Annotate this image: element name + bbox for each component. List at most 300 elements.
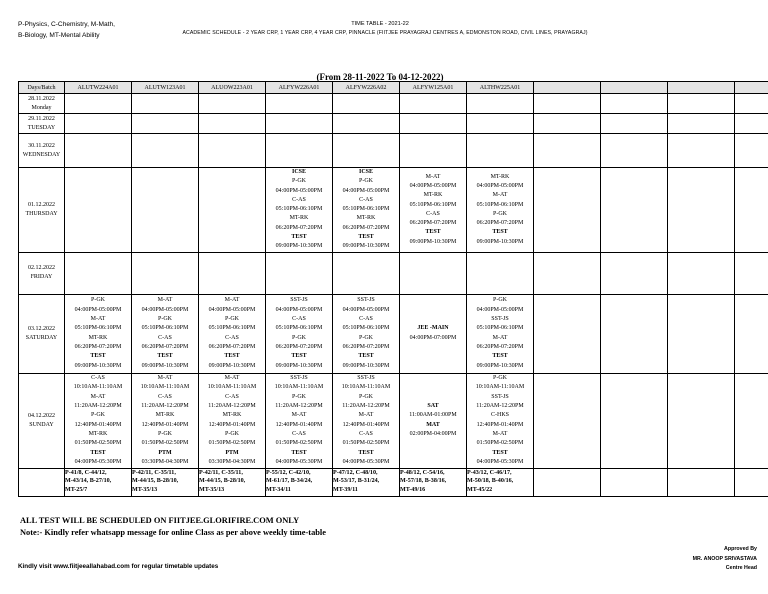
schedule-line: 05:10PM-06:10PM — [141, 325, 189, 332]
schedule-cell — [65, 134, 132, 168]
approver-name: MR. ANOOP SRIVASTAVA — [692, 555, 757, 562]
schedule-line: C-AS — [359, 196, 373, 203]
schedule-line: 04:00PM-05:00PM — [74, 306, 122, 313]
schedule-line: P-GK — [224, 316, 239, 323]
day-date: 29.11.2022 — [28, 115, 55, 122]
schedule-cell — [601, 252, 668, 294]
schedule-cell — [266, 94, 333, 114]
day-cell — [19, 252, 65, 294]
schedule-line: MT-RK — [423, 192, 443, 199]
schedule-cell — [534, 134, 601, 168]
approver-title: Centre Head — [725, 565, 757, 571]
schedule-cell — [65, 252, 132, 294]
schedule-line: 01:50PM-02:50PM — [141, 440, 189, 447]
legend-line: P-Physics, C-Chemistry, M-Math, — [18, 21, 115, 28]
schedule-line: 11:00AM-01:00PM — [409, 412, 457, 419]
schedule-cell — [467, 94, 534, 114]
schedule-line: SST-JS — [357, 375, 375, 382]
schedule-line: SAT — [427, 403, 439, 410]
schedule-line: M-AT — [157, 297, 173, 304]
summary-cell — [668, 468, 735, 496]
schedule-line: PTM — [225, 449, 239, 456]
summary-cell — [400, 468, 467, 496]
schedule-line: 05:10PM-06:10PM — [476, 201, 524, 208]
schedule-line: 05:10PM-06:10PM — [409, 201, 457, 208]
schedule-line: C-AS — [292, 316, 306, 323]
schedule-line: MT-RK — [88, 430, 108, 437]
schedule-line: TEST — [224, 353, 240, 360]
schedule-line: 06:20PM-07:20PM — [74, 343, 122, 350]
day-name: SUNDAY — [29, 421, 54, 428]
page-subtitle: ACADEMIC SCHEDULE - 2 YEAR CRP, 1 YEAR CRP, 4 YEAR CRP, PINNACLE (FIITJEE PRAYAGRAJ CENTRES A, EDMONSTON ROAD, CIVIL LINES, PRAYAGRAJ) — [182, 30, 588, 36]
day-date: 01.12.2022 — [28, 201, 55, 208]
schedule-line: 03:30PM-04:30PM — [208, 458, 256, 465]
schedule-line: P-GK — [492, 375, 507, 382]
schedule-cell — [534, 294, 601, 373]
schedule-cell — [735, 252, 768, 294]
summary-line: P-48/12, C-54/16, — [400, 469, 445, 476]
summary-label-cell — [19, 468, 65, 496]
header-batch: ALUTW123A01 — [132, 82, 199, 94]
schedule-cell — [199, 294, 266, 373]
summary-line: P-42/11, C-35/11, — [132, 469, 176, 476]
schedule-cell — [601, 94, 668, 114]
schedule-line: M-AT — [425, 173, 441, 180]
schedule-line: 09:00PM-10:30PM — [275, 243, 323, 250]
schedule-line: 11:20AM-12:20PM — [208, 403, 256, 410]
summary-line: P-47/12, C-48/10, — [333, 469, 378, 476]
header-batch — [534, 82, 601, 94]
summary-line: P-55/12, C-42/10, — [266, 469, 311, 476]
schedule-cell — [534, 114, 601, 134]
schedule-line: TEST — [291, 353, 307, 360]
summary-row — [19, 468, 768, 496]
day-date: 04.12.2022 — [28, 412, 55, 419]
schedule-line: 10:10AM-11:10AM — [73, 384, 123, 391]
schedule-line: 06:20PM-07:20PM — [476, 343, 524, 350]
schedule-line: 06:20PM-07:20PM — [476, 220, 524, 227]
schedule-cell — [132, 94, 199, 114]
summary-cell — [467, 468, 534, 496]
schedule-cell — [266, 114, 333, 134]
schedule-line: 09:00PM-10:30PM — [476, 362, 524, 369]
schedule-cell — [199, 114, 266, 134]
header-days-batch: Days/Batch — [19, 82, 65, 94]
legend-line: B-Biology, MT-Mental Ability — [18, 32, 100, 39]
schedule-line: 10:10AM-11:10AM — [207, 384, 257, 391]
schedule-line: 06:20PM-07:20PM — [342, 224, 390, 231]
schedule-line: 10:10AM-11:10AM — [274, 384, 324, 391]
schedule-line: 04:00PM-05:00PM — [342, 187, 390, 194]
summary-cell — [65, 468, 132, 496]
schedule-cell — [65, 294, 132, 373]
schedule-cell — [467, 294, 534, 373]
schedule-line: P-GK — [291, 178, 306, 185]
schedule-line: 04:00PM-05:00PM — [208, 306, 256, 313]
schedule-line: 05:10PM-06:10PM — [275, 325, 323, 332]
schedule-cell — [132, 134, 199, 168]
schedule-line: P-GK — [492, 210, 507, 217]
schedule-cell — [400, 114, 467, 134]
schedule-cell — [333, 134, 400, 168]
schedule-line: 04:00PM-05:30PM — [476, 458, 524, 465]
schedule-line: 05:10PM-06:10PM — [342, 206, 390, 213]
schedule-line: JEE -MAIN — [417, 325, 449, 332]
schedule-cell — [65, 94, 132, 114]
schedule-line: 01:50PM-02:50PM — [342, 440, 390, 447]
schedule-cell — [601, 114, 668, 134]
schedule-line: MT-RK — [490, 173, 510, 180]
schedule-line: C-AS — [225, 334, 239, 341]
schedule-line: 11:20AM-12:20PM — [141, 403, 189, 410]
schedule-cell — [601, 134, 668, 168]
schedule-cell — [735, 114, 768, 134]
schedule-line: 09:00PM-10:30PM — [141, 362, 189, 369]
schedule-cell — [467, 373, 534, 468]
schedule-line: ICSE — [358, 169, 373, 175]
summary-line: P-42/11, C-35/11, — [199, 469, 243, 476]
schedule-cell — [199, 252, 266, 294]
schedule-cell — [333, 168, 400, 253]
schedule-line: 04:00PM-05:00PM — [342, 306, 390, 313]
schedule-line: 04:00PM-05:30PM — [342, 458, 390, 465]
schedule-line: 05:10PM-06:10PM — [208, 325, 256, 332]
schedule-cell — [735, 294, 768, 373]
schedule-cell — [467, 252, 534, 294]
schedule-line: P-GK — [358, 334, 373, 341]
schedule-line: MT-RK — [289, 215, 309, 222]
schedule-line: TEST — [358, 234, 374, 241]
schedule-cell — [534, 252, 601, 294]
whatsapp-note: Note:- Kindly refer whatsapp message for online Class as per above weekly time-table — [20, 528, 326, 537]
schedule-line: C-AS — [426, 210, 440, 217]
summary-line: M-44/15, B-28/10, — [132, 478, 179, 485]
summary-cell — [534, 468, 601, 496]
schedule-cell — [132, 252, 199, 294]
schedule-line: 06:20PM-07:20PM — [141, 343, 189, 350]
schedule-line: 05:10PM-06:10PM — [476, 325, 524, 332]
schedule-line: 04:00PM-05:30PM — [74, 458, 122, 465]
schedule-cell — [333, 294, 400, 373]
schedule-cell — [266, 252, 333, 294]
schedule-cell — [333, 252, 400, 294]
schedule-cell — [668, 168, 735, 253]
schedule-line: 04:00PM-05:00PM — [141, 306, 189, 313]
schedule-line: 09:00PM-10:30PM — [342, 243, 390, 250]
schedule-line: 06:20PM-07:20PM — [275, 224, 323, 231]
schedule-line: SST-JS — [491, 393, 509, 400]
day-row — [19, 294, 768, 373]
day-row — [19, 94, 768, 114]
schedule-line: 09:00PM-10:30PM — [476, 238, 524, 245]
header-batch — [601, 82, 668, 94]
schedule-line: 04:00PM-07:00PM — [409, 334, 457, 341]
schedule-line: C-AS — [292, 196, 306, 203]
schedule-cell — [65, 168, 132, 253]
summary-cell — [132, 468, 199, 496]
day-cell — [19, 168, 65, 253]
timetable — [18, 81, 768, 497]
schedule-line: P-GK — [291, 334, 306, 341]
day-date: 28.11.2022 — [28, 95, 55, 102]
schedule-line: 10:10AM-11:10AM — [475, 384, 525, 391]
schedule-cell — [65, 373, 132, 468]
schedule-line: 05:10PM-06:10PM — [275, 206, 323, 213]
day-row — [19, 168, 768, 253]
schedule-cell — [668, 134, 735, 168]
day-name: Monday — [31, 104, 52, 111]
schedule-cell — [467, 134, 534, 168]
schedule-line: MT-RK — [88, 334, 108, 341]
schedule-cell — [400, 134, 467, 168]
schedule-cell — [668, 94, 735, 114]
schedule-cell — [199, 168, 266, 253]
schedule-line: P-GK — [90, 412, 105, 419]
header-batch — [735, 82, 768, 94]
schedule-line: M-AT — [224, 375, 240, 382]
schedule-line: TEST — [492, 229, 508, 236]
schedule-line: M-AT — [157, 375, 173, 382]
schedule-line: 06:20PM-07:20PM — [208, 343, 256, 350]
schedule-line: 11:20AM-12:20PM — [476, 403, 524, 410]
schedule-line: TEST — [291, 234, 307, 241]
day-row — [19, 252, 768, 294]
schedule-line: MAT — [426, 421, 440, 428]
day-name: TUESDAY — [27, 124, 56, 131]
schedule-line: 05:10PM-06:10PM — [342, 325, 390, 332]
summary-line: M-43/14, B-27/10, — [65, 478, 112, 485]
schedule-line: M-AT — [358, 412, 374, 419]
schedule-line: 04:00PM-05:00PM — [275, 187, 323, 194]
day-name: SATURDAY — [25, 334, 58, 341]
page-title: TIME TABLE - 2021-22 — [351, 21, 409, 27]
day-cell — [19, 94, 65, 114]
day-row — [19, 134, 768, 168]
summary-line: P-41/8, C-44/12, — [65, 469, 107, 476]
schedule-cell — [467, 168, 534, 253]
schedule-line: C-AS — [225, 393, 239, 400]
summary-cell — [266, 468, 333, 496]
schedule-line: 05:10PM-06:10PM — [74, 325, 122, 332]
schedule-cell — [199, 94, 266, 114]
schedule-line: P-GK — [157, 316, 172, 323]
schedule-line: 09:00PM-10:30PM — [74, 362, 122, 369]
schedule-line: TEST — [157, 353, 173, 360]
schedule-cell — [400, 252, 467, 294]
schedule-line: C-AS — [359, 430, 373, 437]
schedule-line: 04:00PM-05:00PM — [409, 182, 457, 189]
header-batch: ALFYW226A01 — [266, 82, 333, 94]
schedule-line: P-GK — [492, 297, 507, 304]
schedule-line: 11:20AM-12:20PM — [74, 403, 122, 410]
schedule-line: M-AT — [291, 412, 307, 419]
schedule-line: SST-JS — [290, 375, 308, 382]
day-cell — [19, 134, 65, 168]
summary-cell — [735, 468, 768, 496]
schedule-cell — [266, 373, 333, 468]
summary-line: MT-45/22 — [467, 487, 493, 494]
schedule-line: 06:20PM-07:20PM — [409, 220, 457, 227]
schedule-line: 11:20AM-12:20PM — [342, 403, 390, 410]
schedule-cell — [601, 373, 668, 468]
schedule-line: M-AT — [90, 393, 106, 400]
schedule-line: TEST — [358, 353, 374, 360]
schedule-line: P-GK — [90, 297, 105, 304]
schedule-line: 04:00PM-05:00PM — [476, 306, 524, 313]
schedule-line: TEST — [291, 449, 307, 456]
schedule-cell — [199, 134, 266, 168]
schedule-cell — [333, 373, 400, 468]
schedule-cell — [132, 294, 199, 373]
schedule-cell — [735, 168, 768, 253]
summary-line: M-57/18, B-38/16, — [400, 478, 447, 485]
schedule-line: C-AS — [91, 375, 105, 382]
schedule-line: 09:00PM-10:30PM — [342, 362, 390, 369]
schedule-line: 09:00PM-10:30PM — [208, 362, 256, 369]
schedule-cell — [400, 168, 467, 253]
header-batch: ALFYW125A01 — [400, 82, 467, 94]
schedule-line: TEST — [425, 229, 441, 236]
schedule-line: 01:50PM-02:50PM — [208, 440, 256, 447]
schedule-line: SST-JS — [491, 316, 509, 323]
summary-line: M-50/18, B-40/16, — [467, 478, 514, 485]
schedule-line: 12:40PM-01:40PM — [342, 421, 390, 428]
schedule-line: 12:40PM-01:40PM — [208, 421, 256, 428]
schedule-line: 03:30PM-04:30PM — [141, 458, 189, 465]
summary-line: MT-39/11 — [333, 487, 358, 494]
schedule-line: 12:40PM-01:40PM — [476, 421, 524, 428]
summary-cell — [199, 468, 266, 496]
day-name: WEDNESDAY — [22, 151, 61, 158]
schedule-line: 11:20AM-12:20PM — [275, 403, 323, 410]
subject-legend — [18, 19, 115, 41]
schedule-line: 09:00PM-10:30PM — [409, 238, 457, 245]
schedule-line: C-HKS — [490, 412, 509, 419]
schedule-line: TEST — [492, 449, 508, 456]
schedule-line: MT-RK — [222, 412, 242, 419]
day-name: THURSDAY — [25, 210, 58, 217]
schedule-line: P-GK — [157, 430, 172, 437]
website-note: Kindly visit www.fiitjeeallahabad.com for regular timetable updates — [18, 563, 219, 570]
schedule-line: C-AS — [359, 316, 373, 323]
schedule-line: 04:00PM-05:00PM — [275, 306, 323, 313]
schedule-line: M-AT — [224, 297, 240, 304]
schedule-line: 06:20PM-07:20PM — [275, 343, 323, 350]
summary-cell — [333, 468, 400, 496]
summary-line: MT-35/13 — [199, 487, 225, 494]
summary-cell — [601, 468, 668, 496]
day-date: 30.11.2022 — [28, 142, 55, 149]
summary-line: MT-34/11 — [266, 487, 291, 494]
day-row — [19, 114, 768, 134]
schedule-line: SST-JS — [290, 297, 308, 304]
schedule-cell — [534, 373, 601, 468]
schedule-cell — [534, 94, 601, 114]
schedule-line: 01:50PM-02:50PM — [74, 440, 122, 447]
schedule-line: C-AS — [292, 430, 306, 437]
summary-line: M-53/17, B-31/24, — [333, 478, 380, 485]
schedule-line: P-GK — [358, 393, 373, 400]
schedule-line: TEST — [90, 353, 106, 360]
schedule-cell — [132, 114, 199, 134]
schedule-line: ICSE — [291, 169, 306, 175]
day-cell — [19, 373, 65, 468]
schedule-cell — [735, 134, 768, 168]
schedule-line: M-AT — [90, 316, 106, 323]
schedule-line: 09:00PM-10:30PM — [275, 362, 323, 369]
day-date: 02.12.2022 — [28, 265, 55, 272]
schedule-line: MT-RK — [356, 215, 376, 222]
schedule-line: M-AT — [492, 334, 508, 341]
schedule-line: P-GK — [358, 178, 373, 185]
schedule-cell — [400, 94, 467, 114]
schedule-line: P-GK — [291, 393, 306, 400]
header-batch: ALUOW223A01 — [199, 82, 266, 94]
schedule-line: 06:20PM-07:20PM — [342, 343, 390, 350]
schedule-line: M-AT — [492, 192, 508, 199]
schedule-cell — [668, 252, 735, 294]
schedule-period: (From 28-11-2022 To 04-12-2022) — [316, 72, 444, 82]
schedule-line: 12:40PM-01:40PM — [74, 421, 122, 428]
schedule-cell — [333, 114, 400, 134]
schedule-cell — [601, 168, 668, 253]
summary-line: M-61/17, B-34/24, — [266, 478, 313, 485]
schedule-line: 10:10AM-11:10AM — [140, 384, 190, 391]
summary-line: P-43/12, C-46/17, — [467, 469, 512, 476]
schedule-line: 02:00PM-04:00PM — [409, 430, 457, 437]
header-batch: ALFYW226A02 — [333, 82, 400, 94]
schedule-cell — [333, 94, 400, 114]
schedule-cell — [266, 168, 333, 253]
schedule-cell — [132, 373, 199, 468]
schedule-cell — [467, 114, 534, 134]
schedule-line: TEST — [358, 449, 374, 456]
schedule-line: 01:50PM-02:50PM — [275, 440, 323, 447]
header-batch: ALUTW224A01 — [65, 82, 132, 94]
summary-line: MT-49/16 — [400, 487, 426, 494]
approval-block — [590, 545, 757, 574]
schedule-cell — [65, 114, 132, 134]
schedule-line: 12:40PM-01:40PM — [275, 421, 323, 428]
schedule-cell — [400, 373, 467, 468]
schedule-line: C-AS — [158, 334, 172, 341]
schedule-line: TEST — [492, 353, 508, 360]
schedule-cell — [668, 294, 735, 373]
schedule-line: MT-RK — [155, 412, 175, 419]
header-batch: ALTHW225A01 — [467, 82, 534, 94]
schedule-line: 04:00PM-05:30PM — [275, 458, 323, 465]
schedule-cell — [266, 294, 333, 373]
schedule-line: 04:00PM-05:00PM — [476, 182, 524, 189]
day-name: FRIDAY — [30, 274, 53, 281]
schedule-line: M-AT — [492, 430, 508, 437]
schedule-cell — [735, 94, 768, 114]
schedule-cell — [668, 373, 735, 468]
schedule-line: 10:10AM-11:10AM — [341, 384, 391, 391]
schedule-cell — [601, 294, 668, 373]
schedule-cell — [668, 114, 735, 134]
schedule-cell — [199, 373, 266, 468]
summary-line: MT-35/13 — [132, 487, 158, 494]
test-note: ALL TEST WILL BE SCHEDULED ON FIITJEE.GLORIFIRE.COM ONLY — [20, 516, 300, 525]
header-row — [19, 82, 768, 94]
day-date: 03.12.2022 — [28, 325, 55, 332]
schedule-line: PTM — [158, 449, 172, 456]
day-cell — [19, 294, 65, 373]
summary-line: M-44/15, B-28/10, — [199, 478, 246, 485]
schedule-cell — [400, 294, 467, 373]
schedule-cell — [735, 373, 768, 468]
